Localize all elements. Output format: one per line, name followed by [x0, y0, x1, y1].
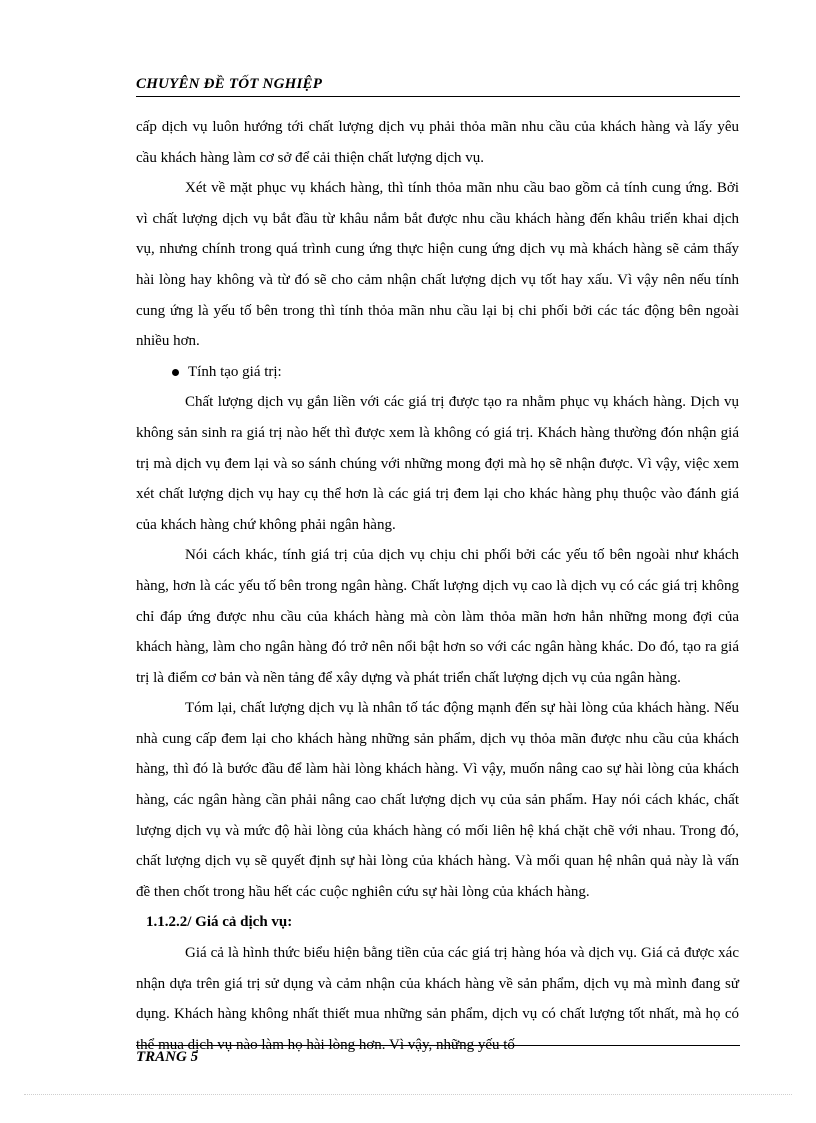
page-footer-label: TRANG 5	[136, 1049, 199, 1065]
footer-divider	[136, 1045, 740, 1046]
paragraph-summary: Tóm lại, chất lượng dịch vụ là nhân tố tác động mạnh đến sự hài lòng của khách hàng. Nếu nhà cung cấp đem lại cho khách hàng những sản phẩm, dịch vụ thỏa mãn được nhu cầu của khách hàng, thì đó là bước đầu để làm hài lòng khách hàng. Vì vậy, muốn nâng cao sự hài lòng của khách hàng, các ngân hàng cần phải nâng cao chất lượng dịch vụ của sản phẩm. Hay nói cách khác, chất lượng dịch vụ và mức độ hài lòng của khách hàng có mối liên hệ khá chặt chẽ với nhau. Trong đó, chất lượng dịch vụ sẽ quyết định sự hài lòng của khách hàng. Và mối quan hệ nhân quả này là vấn đề then chốt trong hầu hết các cuộc nghiên cứu sự hài lòng của khách hàng.	[136, 700, 739, 900]
paragraph-value-creation: Chất lượng dịch vụ gắn liền với các giá trị được tạo ra nhằm phục vụ khách hàng. Dịch vụ không sản sinh ra giá trị nào hết thì được xem là không có giá trị. Khách hàng thường đón nhận giá trị mà dịch vụ đem lại và so sánh chúng với những mong đợi mà họ sẽ nhận được. Vì vậy, việc xem xét chất lượng dịch vụ hay cụ thể hơn là các giá trị đem lại cho khác hàng phụ thuộc vào đánh giá của khách hàng chứ không phải ngân hàng.	[136, 394, 739, 533]
page-header-title: CHUYÊN ĐỀ TỐT NGHIỆP	[136, 76, 323, 92]
header-divider	[136, 96, 740, 97]
section-heading: 1.1.2.2/ Giá cả dịch vụ:	[146, 914, 293, 931]
bullet-item-label: Tính tạo giá trị:	[188, 363, 282, 380]
page-bottom-border	[24, 1094, 792, 1095]
page-body	[136, 112, 739, 1060]
paragraph-continuation: cấp dịch vụ luôn hướng tới chất lượng dịch vụ phải thỏa mãn nhu cầu của khách hàng và lấy yêu cầu khách hàng làm cơ sở để cải thiện chất lượng dịch vụ.	[136, 119, 739, 166]
paragraph-external-factors: Nói cách khác, tính giá trị của dịch vụ chịu chi phối bởi các yếu tố bên ngoài như khách hàng, hơn là các yếu tố bên trong ngân hàng. Chất lượng dịch vụ cao là dịch vụ có các giá trị không chỉ đáp ứng được nhu cầu của khách hàng mà còn làm thỏa mãn hơn hẳn những mong đợi của khách hàng, làm cho ngân hàng đó trở nên nổi bật hơn so với các ngân hàng khác. Do đó, tạo ra giá trị là điểm cơ bản và nền tảng để xây dựng và phát triển chất lượng dịch vụ của ngân hàng.	[136, 547, 739, 686]
paragraph-supply: Xét về mặt phục vụ khách hàng, thì tính thỏa mãn nhu cầu bao gồm cả tính cung ứng. Bởi vì chất lượng dịch vụ bắt đầu từ khâu nắm bắt được nhu cầu khách hàng đến khâu triển khai dịch vụ, nhưng chính trong quá trình cung ứng thực hiện cung ứng dịch vụ mà khách hàng sẽ cảm thấy hài lòng hay không và từ đó sẽ cho cảm nhận chất lượng dịch vụ tốt hay xấu. Vì vậy nên nếu tính cung ứng là yếu tố bên trong thì tính thỏa mãn nhu cầu lại bị chi phối bởi các tác động bên ngoài nhiều hơn.	[136, 180, 739, 350]
bullet-dot-icon	[172, 369, 179, 376]
bullet-item	[136, 357, 739, 388]
paragraph-price: Giá cả là hình thức biểu hiện bằng tiền của các giá trị hàng hóa và dịch vụ. Giá cả được xác nhận dựa trên giá trị sử dụng và cảm nhận của khách hàng về sản phẩm, dịch vụ mà mình đang sử dụng. Khách hàng không nhất thiết mua những sản phẩm, dịch vụ có chất lượng tốt nhất, mà họ có thể mua dịch vụ nào làm họ hài lòng hơn. Vì vậy, những yếu tố	[136, 945, 739, 1053]
